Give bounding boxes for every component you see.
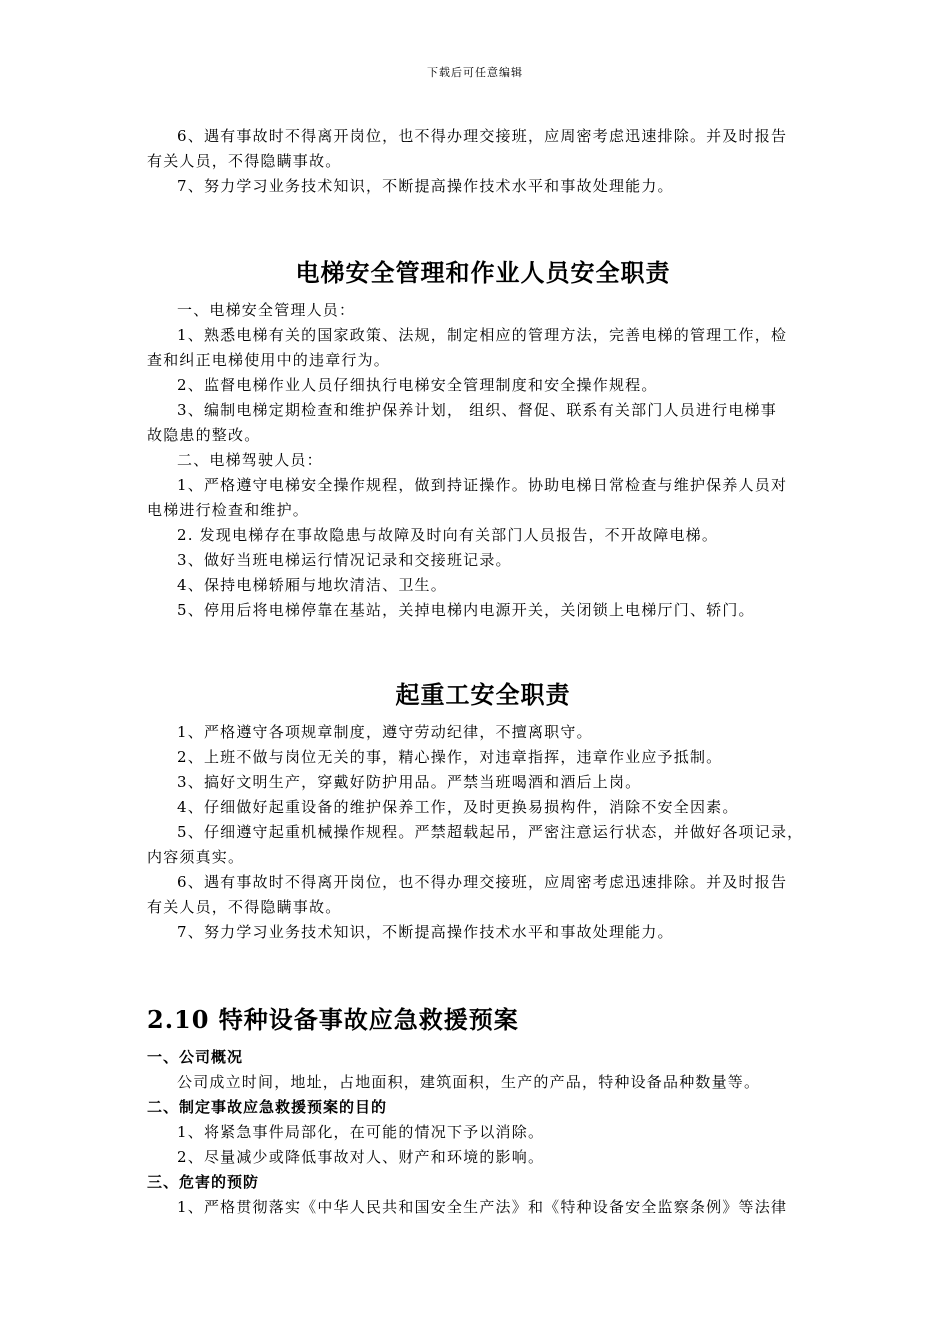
section-title: 电梯安全管理和作业人员安全职责 — [295, 258, 671, 287]
subheading: 二、电梯驾驶人员： — [177, 451, 323, 469]
paragraph: 4、仔细做好起重设备的维护保养工作，及时更换易损构件，消除不安全因素。 — [177, 798, 739, 816]
paragraph: 2、监督电梯作业人员仔细执行电梯安全管理制度和安全操作规程。 — [177, 376, 658, 394]
paragraph: 3、做好当班电梯运行情况记录和交接班记录。 — [177, 551, 512, 569]
paragraph: 5、停用后将电梯停靠在基站，关掉电梯内电源开关，关闭锁上电梯厅门、轿门。 — [177, 601, 755, 619]
subheading: 一、电梯安全管理人员： — [177, 301, 356, 319]
section-elevator-safety — [147, 258, 819, 288]
section-emergency-body — [147, 1045, 819, 1220]
paragraph: 7、努力学习业务技术知识，不断提高操作技术水平和事故处理能力。 — [177, 923, 674, 941]
subheading: 二、制定事故应急救援预案的目的 — [147, 1098, 388, 1116]
paragraph: 内容须真实。 — [147, 848, 245, 866]
section-crane-safety — [147, 680, 819, 710]
paragraph: 2、尽量减少或降低事故对人、财产和环境的影响。 — [177, 1148, 545, 1166]
paragraph: 1、熟悉电梯有关的国家政策、法规，制定相应的管理方法，完善电梯的管理工作，检 — [177, 326, 788, 344]
paragraph: 查和纠正电梯使用中的违章行为。 — [147, 351, 391, 369]
subheading: 三、危害的预防 — [147, 1173, 260, 1191]
subheading: 一、公司概况 — [147, 1048, 244, 1066]
paragraph: 2、上班不做与岗位无关的事，精心操作，对违章指挥，违章作业应予抵制。 — [177, 748, 723, 766]
paragraph: 3、搞好文明生产，穿戴好防护用品。严禁当班喝酒和酒后上岗。 — [177, 773, 642, 791]
paragraph: 7、努力学习业务技术知识，不断提高操作技术水平和事故处理能力。 — [177, 177, 674, 195]
paragraph: 公司成立时间，地址，占地面积，建筑面积，生产的产品，特种设备品种数量等。 — [177, 1073, 761, 1091]
section-title: 起重工安全职责 — [395, 680, 571, 709]
paragraph: 有关人员，不得隐瞒事故。 — [147, 898, 342, 916]
section-emergency-plan — [147, 1005, 819, 1035]
section-title: 2.10 特种设备事故应急救援预案 — [147, 1005, 519, 1034]
paragraph: 1、将紧急事件局部化，在可能的情况下予以消除。 — [177, 1123, 545, 1141]
paragraph: 2. 发现电梯存在事故隐患与故障及时向有关部门人员报告，不开故障电梯。 — [177, 526, 719, 544]
paragraph: 电梯进行检查和维护。 — [147, 501, 310, 519]
paragraph: 1、严格贯彻落实《中华人民共和国安全生产法》和《特种设备安全监察条例》等法律 — [177, 1198, 788, 1216]
paragraph: 6、遇有事故时不得离开岗位，也不得办理交接班，应周密考虑迅速排除。并及时报告 — [177, 873, 788, 891]
paragraph: 故隐患的整改。 — [147, 426, 261, 444]
paragraph: 4、保持电梯轿厢与地坎清洁、卫生。 — [177, 576, 447, 594]
paragraph: 1、严格遵守各项规章制度，遵守劳动纪律，不擅离职守。 — [177, 723, 593, 741]
paragraph: 有关人员，不得隐瞒事故。 — [147, 152, 342, 170]
paragraph: 1、严格遵守电梯安全操作规程，做到持证操作。协助电梯日常检查与维护保养人员对 — [177, 476, 788, 494]
intro-block — [147, 124, 819, 199]
page-header: 下载后可任意编辑 — [427, 66, 523, 79]
section-crane-body — [147, 720, 819, 945]
paragraph: 5、仔细遵守起重机械操作规程。严禁超载起吊，严密注意运行状态，并做好各项记录， — [177, 823, 804, 841]
paragraph: 6、遇有事故时不得离开岗位，也不得办理交接班，应周密考虑迅速排除。并及时报告 — [177, 127, 788, 145]
section-elevator-body — [147, 298, 819, 623]
paragraph: 3、编制电梯定期检查和维护保养计划， 组织、督促、联系有关部门人员进行电梯事 — [177, 401, 777, 419]
